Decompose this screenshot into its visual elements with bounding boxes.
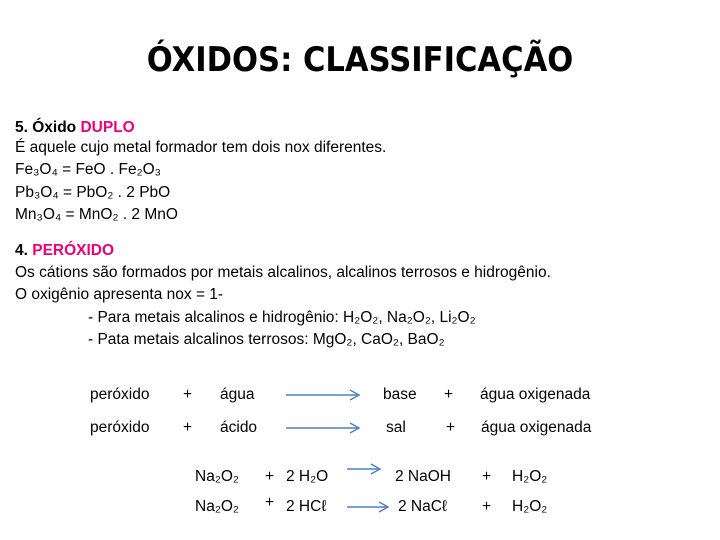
reaction-arrow-icon [284,388,364,402]
reaction-product: H₂O₂ [512,498,548,515]
reaction-reactant: peróxido [90,419,150,436]
bullet-line [88,308,476,328]
bullet-formulas: H₂O₂, Na₂O₂, Li₂O₂ [343,309,476,326]
reaction-product: 2 NaCℓ [398,498,447,515]
bullet-line [88,330,445,350]
reaction-product: sal [386,419,406,436]
reaction-reactant: Na₂O₂ [195,498,239,515]
section5-number: 5. Óxido [15,119,81,136]
reaction-arrow-icon [284,421,364,435]
reaction-reactant: 2 HCℓ [286,498,327,515]
bullet-prefix: - Pata metais alcalinos terrosos: [88,331,313,348]
reaction-plus: + [482,498,492,515]
reaction-plus: + [265,494,275,511]
bullet-prefix: - Para metais alcalinos e hidrogênio: [88,309,344,326]
reaction-reactant: água [220,386,255,403]
reaction-product: água oxigenada [481,419,592,436]
section4-heading [15,241,114,261]
formula-line: Fe₃O₄ = FeO . Fe₂O₃ [15,161,161,178]
reaction-plus: + [482,468,492,485]
reaction-product: H₂O₂ [512,468,548,485]
reaction-arrow-icon [345,462,385,476]
reaction-product: 2 NaOH [395,468,451,485]
reaction-reactant: ácido [220,419,258,436]
reaction-plus: + [446,419,456,436]
reaction-arrow-icon [345,500,393,514]
section5-heading [15,118,135,138]
section4-highlight: PERÓXIDO [32,242,115,259]
formula-line: Mn₃O₄ = MnO₂ . 2 MnO [15,206,178,223]
reaction-plus: + [265,468,275,485]
bullet-formulas: MgO₂, CaO₂, BaO₂ [312,331,445,348]
reaction-product: água oxigenada [480,386,591,403]
reaction-reactant: 2 H₂O [286,468,329,485]
section4-line: O oxigênio apresenta nox = 1- [15,286,224,303]
reaction-reactant: peróxido [90,386,150,403]
section5-highlight: DUPLO [80,119,135,136]
formula-line: Pb₃O₄ = PbO₂ . 2 PbO [15,184,171,201]
page-title: ÓXIDOS: CLASSIFICAÇÃO [146,40,574,80]
reaction-reactant: Na₂O₂ [195,468,239,485]
reaction-product: base [383,386,417,403]
reaction-plus: + [183,386,193,403]
section5-description: É aquele cujo metal formador tem dois nox diferentes. [15,139,387,156]
section4-line: Os cátions são formados por metais alcalinos, alcalinos terrosos e hidrogênio. [15,264,551,281]
reaction-plus: + [183,419,193,436]
section4-number: 4. [15,242,33,259]
reaction-plus: + [444,386,454,403]
